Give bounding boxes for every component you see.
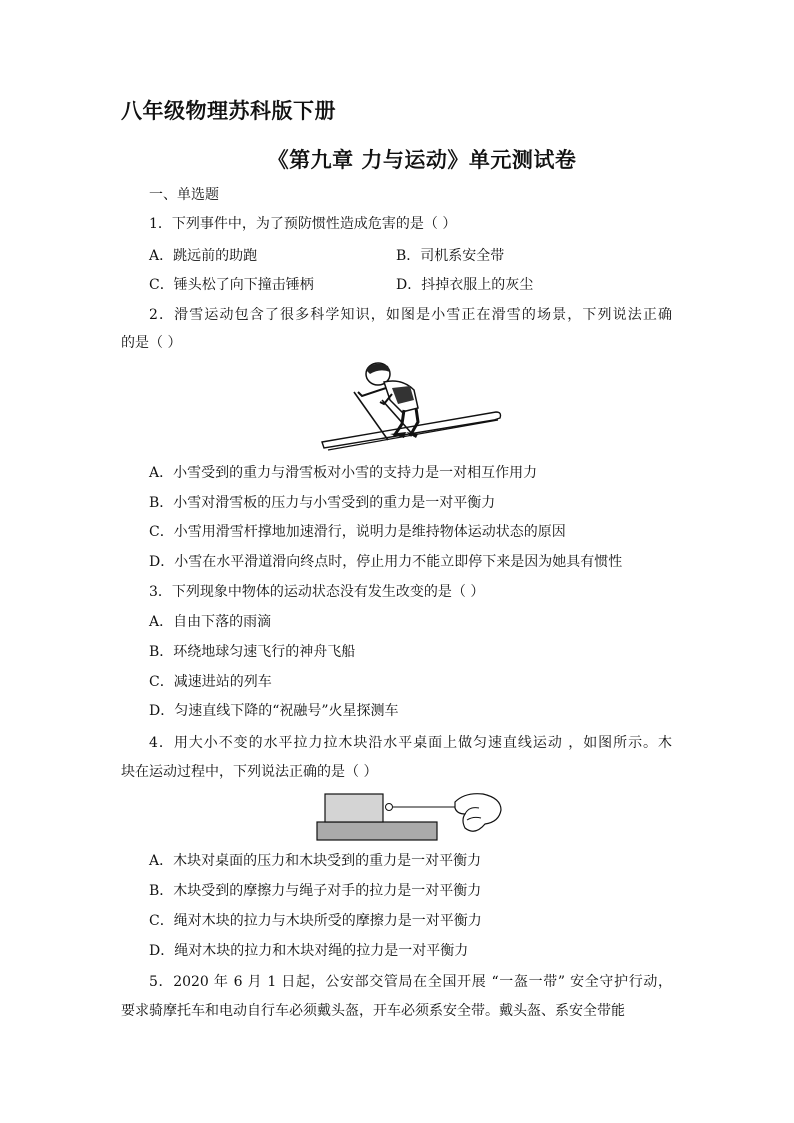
question-1-stem: 1．下列事件中，为了预防惯性造成危害的是（ ）	[149, 216, 457, 232]
question-3-option-b: B．环绕地球匀速飞行的神舟飞船	[149, 644, 356, 660]
question-1-option-c: C．锤头松了向下撞击锤柄	[149, 277, 314, 293]
question-3-stem: 3．下列现象中物体的运动状态没有发生改变的是（ ）	[149, 584, 485, 600]
question-2-option-d: D．小雪在水平滑道滑向终点时，停止用力不能立即停下来是因为她具有惯性	[149, 554, 623, 570]
question-5-stem-line-1: 5．2020 年 6 月 1 日起，公安部交管局在全国开展 “一盔一带” 安全守护行动，	[149, 974, 672, 990]
question-2-option-c: C．小雪用滑雪杆撑地加速滑行，说明力是维持物体运动状态的原因	[149, 524, 566, 540]
question-4-option-d: D．绳对木块的拉力和木块对绳的拉力是一对平衡力	[149, 943, 469, 959]
document-title: 《第九章 力与运动》单元测试卷	[267, 148, 577, 172]
question-4-stem-line-2: 块在运动过程中，下列说法正确的是（ ）	[121, 764, 378, 780]
question-3-option-a: A．自由下落的雨滴	[149, 614, 272, 630]
question-4-option-b: B．木块受到的摩擦力与绳子对手的拉力是一对平衡力	[149, 883, 482, 899]
question-2-option-b: B．小雪对滑雪板的压力与小雪受到的重力是一对平衡力	[149, 495, 496, 511]
question-3-option-c: C．减速进站的列车	[149, 674, 272, 690]
question-2-option-a: A．小雪受到的重力与滑雪板对小雪的支持力是一对相互作用力	[149, 465, 538, 481]
question-4-option-a: A．木块对桌面的压力和木块受到的重力是一对平衡力	[149, 853, 482, 869]
block-on-table-figure	[315, 788, 505, 844]
document-header: 八年级物理苏科版下册	[121, 99, 336, 123]
skier-figure	[318, 360, 504, 454]
question-1-option-d: D．抖掉衣服上的灰尘	[396, 277, 534, 293]
question-3-option-d: D．匀速直线下降的“祝融号”火星探测车	[149, 703, 399, 719]
question-4-stem-line-1: 4．用大小不变的水平拉力拉木块沿水平桌面上做匀速直线运动 ，如图所示。木	[149, 735, 672, 751]
question-1-option-b: B．司机系安全带	[396, 248, 505, 264]
question-5-stem-line-2: 要求骑摩托车和电动自行车必须戴头盔，开车必须系安全带。戴头盔、系安全带能	[121, 1003, 625, 1019]
question-2-stem-line-1: 2．滑雪运动包含了很多科学知识，如图是小雪正在滑雪的场景，下列说法正确	[149, 307, 672, 323]
question-1-option-a: A．跳远前的助跑	[149, 248, 258, 264]
question-2-stem-line-2: 的是（ ）	[121, 335, 182, 351]
question-4-option-c: C．绳对木块的拉力与木块所受的摩擦力是一对平衡力	[149, 913, 482, 929]
section-heading: 一、单选题	[149, 187, 219, 203]
